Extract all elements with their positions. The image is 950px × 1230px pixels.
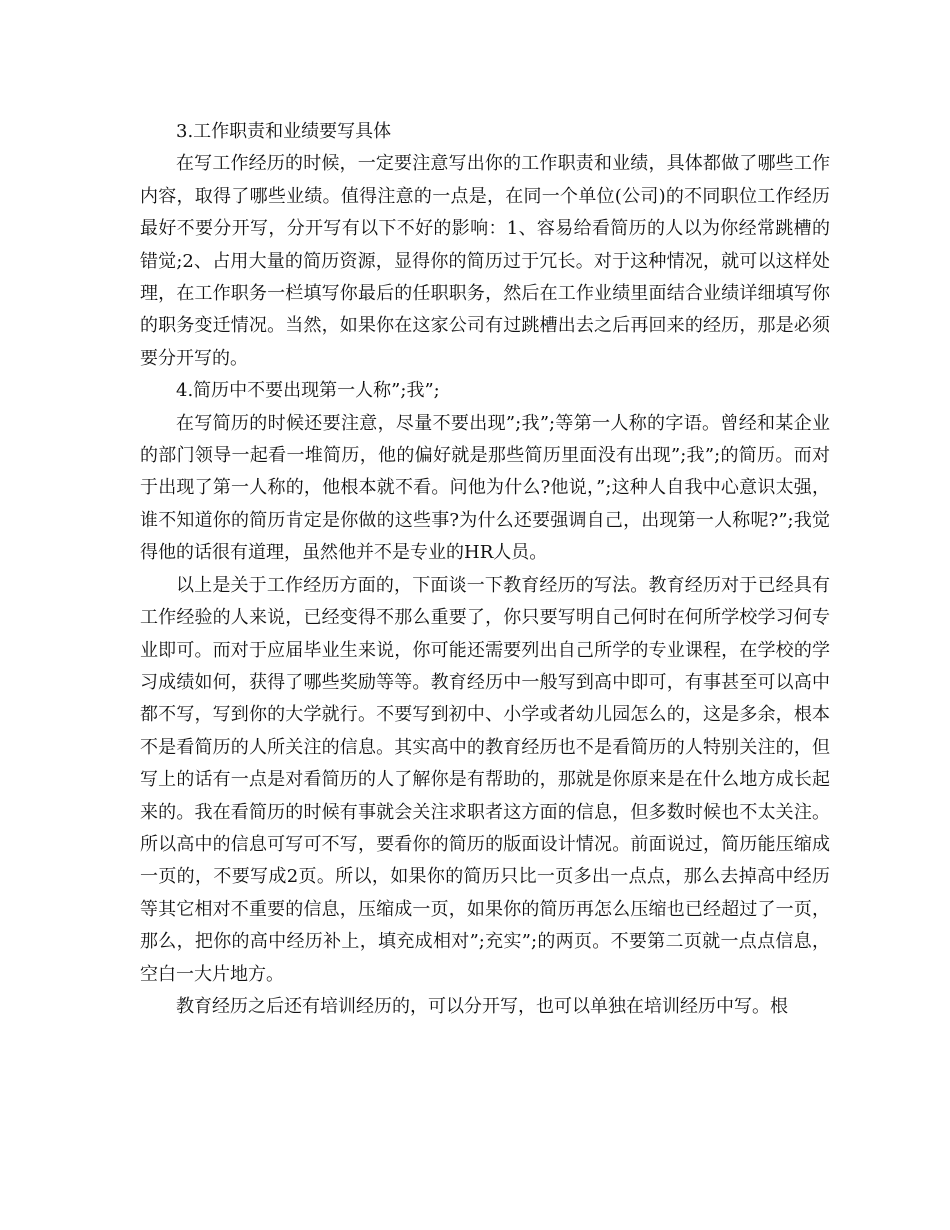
paragraph-first-person: 在写简历的时候还要注意，尽量不要出现”;我”;等第一人称的字语。曾经和某企业的部门领导一起看一堆简历，他的偏好就是那些简历里面没有出现”;我”;的简历。而对于出现了第一人称的，他根本就不看。问他为什么?他说，”;这种人自我中心意识太强，谁不知道你的简历肯定是你做的这些事?为什么还要强调自己，出现第一人称呢?”;我觉得他的话很有道理，虽然他并不是专业的HR人员。 <box>140 412 830 564</box>
section-heading-3: 3.工作职责和业绩要写具体 <box>176 121 392 142</box>
document-body <box>140 116 830 1023</box>
paragraph-training: 教育经历之后还有培训经历的，可以分开写，也可以单独在培训经历中写。根 <box>176 995 788 1017</box>
paragraph-education: 以上是关于工作经历方面的，下面谈一下教育经历的写法。教育经历对于已经具有工作经验的人来说，已经变得不那么重要了，你只要写明自己何时在何所学校学习何专业即可。而对于应届毕业生来说，你可能还需要列出自己所学的专业课程，在学校的学习成绩如何，获得了哪些奖励等等。教育经历中一般写到高中即可，有事甚至可以高中都不写，写到你的大学就行。不要写到初中、小学或者幼儿园怎么的，这是多余，根本不是看简历的人所关注的信息。其实高中的教育经历也不是看简历的人特别关注的，但写上的话有一点是对看简历的人了解你是有帮助的，那就是你原来是在什么地方成长起来的。我在看简历的时候有事就会关注求职者这方面的信息，但多数时候也不太关注。所以高中的信息可写可不写，要看你的简历的版面设计情况。前面说过，简历能压缩成一页的，不要写成2页。所以，如果你的简历只比一页多出一点点，那么去掉高中经历等其它相对不重要的信息，压缩成一页，如果你的简历再怎么压缩也已经超过了一页，那么，把你的高中经历补上，填充成相对”;充实”;的两页。不要第二页就一点点信息，空白一大片地方。 <box>140 574 830 985</box>
paragraph-work-responsibilities: 在写工作经历的时候，一定要注意写出你的工作职责和业绩，具体都做了哪些工作内容，取得了哪些业绩。值得注意的一点是，在同一个单位(公司)的不同职位工作经历最好不要分开写，分开写有以下不好的影响：1、容易给看简历的人以为你经常跳槽的错觉;2、占用大量的简历资源，显得你的简历过于冗长。对于这种情况，就可以这样处理，在工作职务一栏填写你最后的任职职务，然后在工作业绩里面结合业绩详细填写你的职务变迁情况。当然，如果你在这家公司有过跳槽出去之后再回来的经历，那是必须要分开写的。 <box>140 153 830 369</box>
section-heading-4: 4.简历中不要出现第一人称”;我”; <box>176 380 440 402</box>
